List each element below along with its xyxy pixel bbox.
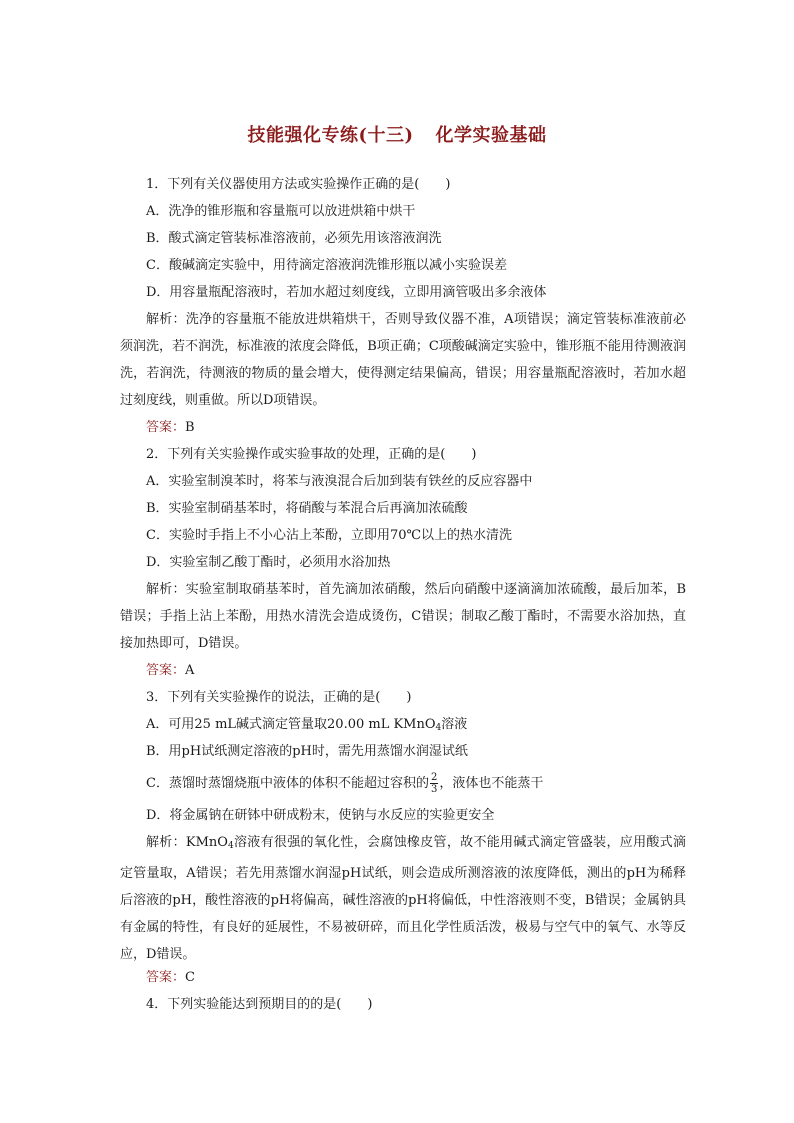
answer-value: A [185,663,195,678]
option-c-text-end: ，液体也不能蒸干 [439,776,544,791]
question-1-option-c: C．酸碱滴定实验中，用待滴定溶液润洗锥形瓶以减小实验误差 [146,258,507,273]
fraction [430,772,438,795]
question-1-option-d: D．用容量瓶配溶液时，若加水超过刻度线，立即用滴管吸出多余液体 [146,285,547,300]
question-3-analysis [120,829,686,964]
answer-label: 答案： [146,663,186,678]
fraction-numerator: 2 [430,772,438,783]
question-3-option-c [146,765,686,802]
question-3-option-d: D．将金属钠在研钵中研成粉末，使钠与水反应的实验更安全 [146,808,495,823]
question-2-option-d: D．实验室制乙酸丁酯时，必须用水浴加热 [146,555,391,570]
question-3-stem: 3．下列有关实验操作的说法，正确的是( ) [146,690,412,705]
answer-label: 答案： [146,420,186,435]
question-content [120,171,686,1018]
subscript: 4 [227,841,234,851]
analysis-text: 解析：KMnO [146,835,228,850]
question-2-analysis: 解析：实验室制取硝基苯时，首先滴加浓硝酸，然后向硝酸中逐滴滴加浓硫酸，最后加苯，B错误；手指上沾上苯酚，用热水清洗会造成烫伤，C错误；制取乙酸丁酯时，不需要水浴加热，直接加热即可，D错误。 [120,582,686,651]
option-c-text: C．蒸馏时蒸馏烧瓶中液体的体积不能超过容积的 [146,776,429,791]
question-1-option-b: B．酸式滴定管装标准溶液前，必须先用该溶液润洗 [146,231,442,246]
title-sub: 化学实验基础 [435,125,547,146]
question-2-answer [146,657,686,684]
question-2-stem: 2．下列有关实验操作或实验事故的处理，正确的是( ) [146,447,477,462]
answer-value: C [185,970,195,985]
question-1-answer [146,414,686,441]
question-1-stem: 1．下列有关仪器使用方法或实验操作正确的是( ) [146,177,451,192]
subscript: 4 [435,723,442,733]
question-1-analysis: 解析：洗净的容量瓶不能放进烘箱烘干，否则导致仪器不准，A项错误；滴定管装标准液前必须润洗，若不润洗，标准液的浓度会降低，B项正确；C项酸碱滴定实验中，锥形瓶不能用待测液润洗，若润洗，待测液的物质的量会增大，使得测定结果偏高，错误；用容量瓶配溶液时，若加水超过刻度线，则重做。所以D项错误。 [120,312,686,408]
answer-value: B [185,420,195,435]
answer-label: 答案： [146,970,186,985]
question-4-stem: 4．下列实验能达到预期目的的是( ) [146,997,373,1012]
question-3-option-b: B．用pH试纸测定溶液的pH时，需先用蒸馏水润湿试纸 [146,744,468,759]
question-3-answer [146,964,686,991]
fraction-denominator: 3 [430,784,438,795]
question-3-option-a [146,711,686,738]
title-main: 技能强化专练(十三) [247,125,414,146]
question-2-option-b: B．实验室制硝基苯时，将硝酸与苯混合后再滴加浓硫酸 [146,501,468,516]
question-2-option-c: C．实验时手指上不小心沾上苯酚，立即用70℃以上的热水清洗 [146,528,513,543]
option-a-text-end: 溶液 [441,717,468,732]
option-a-text: A．可用25 mL碱式滴定管量取20.00 mL KMnO [146,717,436,732]
analysis-text-end: 溶液有很强的氧化性，会腐蚀橡皮管，故不能用碱式滴定管盛装，应用酸式滴定管量取，A错误；若先用蒸馏水润湿pH试纸，则会造成所测溶液的浓度降低，测出的pH为稀释后溶液的pH，酸性溶液的pH将偏高，碱性溶液的pH将偏低，中性溶液则不变，B错误；金属钠具有金属的特性，有良好的延展性，不易被研碎，而且化学性质活泼，极易与空气中的氧气、水等反应，D错误。 [120,835,686,962]
page-title [0,121,794,147]
question-1-option-a: A．洗净的锥形瓶和容量瓶可以放进烘箱中烘干 [146,204,416,219]
question-2-option-a: A．实验室制溴苯时，将苯与液溴混合后加到装有铁丝的反应容器中 [146,474,533,489]
